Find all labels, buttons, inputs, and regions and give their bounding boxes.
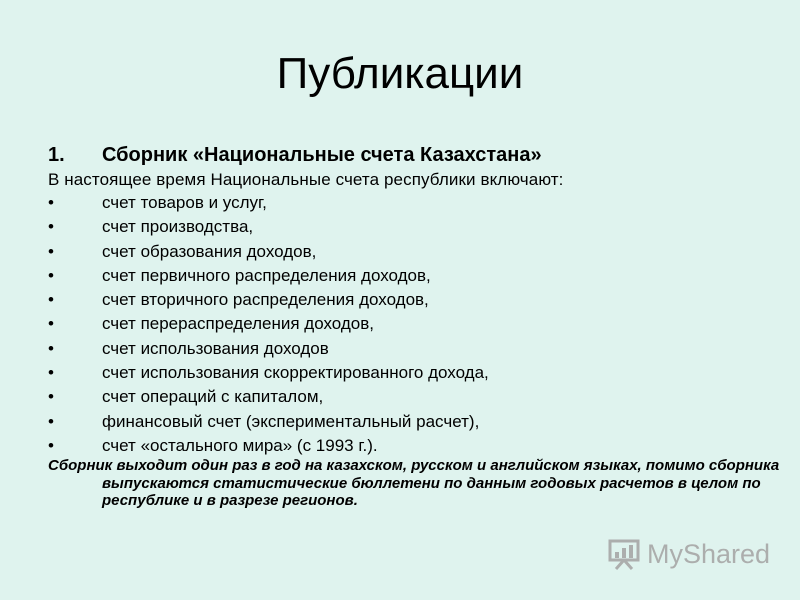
list-item bbox=[48, 217, 489, 241]
bullet-icon: • bbox=[48, 265, 54, 285]
watermark-text: MyShared bbox=[647, 538, 771, 569]
bullet-icon: • bbox=[48, 435, 54, 455]
bullet-icon: • bbox=[48, 338, 54, 358]
bullet-icon: • bbox=[48, 363, 54, 383]
bullet-icon: • bbox=[48, 411, 54, 431]
list-item-text: счет первичного распределения доходов, bbox=[102, 265, 431, 285]
list-item bbox=[48, 363, 489, 387]
list-item bbox=[48, 339, 489, 363]
list-item-text: счет операций с капиталом, bbox=[102, 387, 324, 407]
presentation-screen-icon bbox=[607, 538, 641, 570]
list-item bbox=[48, 290, 489, 314]
list-item-text: счет «остального мира» (с 1993 г.). bbox=[102, 435, 378, 455]
bullet-icon: • bbox=[48, 387, 54, 407]
section-heading bbox=[48, 142, 542, 168]
bullet-icon: • bbox=[48, 290, 54, 310]
publication-note: Сборник выходит один раз в год на казахском, русском и английском языках, помимо сборника выпускаются статистические бюллетени по данным годовых расчетов в целом по республике и в разрезе регионов. bbox=[48, 457, 780, 509]
list-item-text: финансовый счет (экспериментальный расчет), bbox=[102, 411, 480, 431]
list-item bbox=[48, 266, 489, 290]
list-item bbox=[48, 193, 489, 217]
list-item-text: счет использования доходов bbox=[102, 338, 329, 358]
list-item-text: счет вторичного распределения доходов, bbox=[102, 290, 429, 310]
heading-number: 1. bbox=[48, 144, 65, 166]
heading-text: Сборник «Национальные счета Казахстана» bbox=[102, 144, 542, 166]
list-item-text: счет перераспределения доходов, bbox=[102, 314, 374, 334]
bullet-icon: • bbox=[48, 193, 54, 212]
accounts-list bbox=[48, 193, 489, 460]
list-item bbox=[48, 412, 489, 436]
watermark-logo bbox=[607, 537, 770, 571]
list-item-text: счет производства, bbox=[102, 217, 254, 237]
list-item bbox=[48, 314, 489, 338]
bullet-icon: • bbox=[48, 314, 54, 334]
bullet-icon: • bbox=[48, 241, 54, 261]
slide-title: Публикации bbox=[276, 49, 524, 98]
list-item bbox=[48, 387, 489, 411]
list-item-text: счет товаров и услуг, bbox=[102, 193, 267, 212]
list-item-text: счет использования скорректированного дохода, bbox=[102, 363, 489, 383]
intro-text: В настоящее время Национальные счета республики включают: bbox=[48, 170, 564, 189]
list-item bbox=[48, 242, 489, 266]
list-item-text: счет образования доходов, bbox=[102, 241, 317, 261]
bullet-icon: • bbox=[48, 217, 54, 237]
